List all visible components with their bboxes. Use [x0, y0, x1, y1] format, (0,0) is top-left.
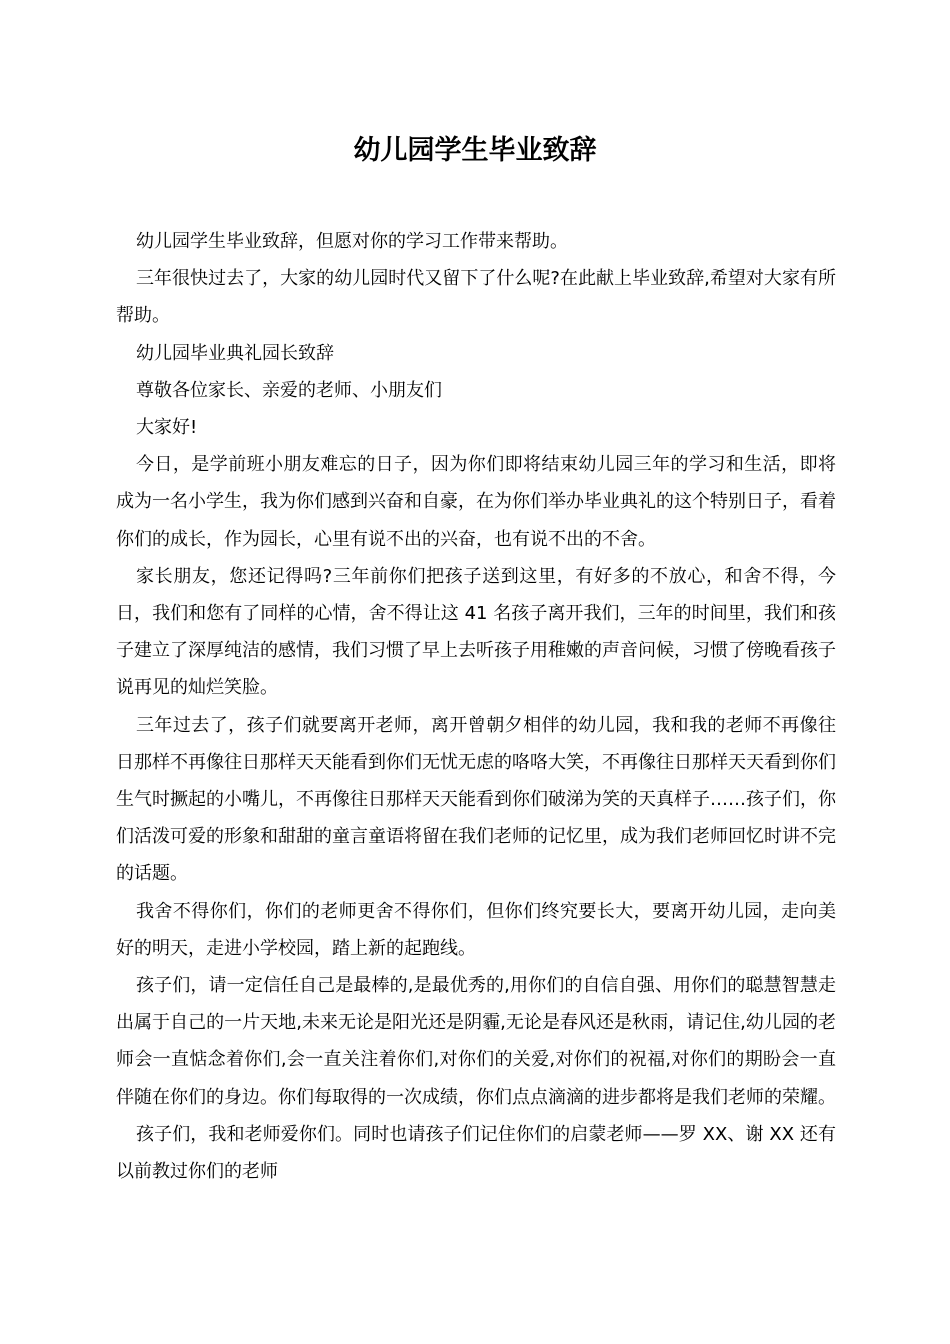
- paragraph: 大家好!: [136, 417, 198, 439]
- paragraph: 孩子们，请一定信任自己是最棒的,是最优秀的,用你们的自信自强、用你们的聪慧智慧走出属于自己的一片天地,未来无论是阳光还是阴霾,无论是春风还是秋雨，请记住,幼儿园的老师会一直惦念着你们,会一直关注着你们,对你们的关爱,对你们的祝福,对你们的期盼会一直伴随在你们的身边。你们每取得的一次成绩，你们点点滴滴的进步都将是我们老师的荣耀。: [116, 975, 836, 1108]
- document-body: [116, 223, 836, 1190]
- paragraph: 幼儿园毕业典礼园长致辞: [136, 342, 334, 364]
- paragraph: 今日，是学前班小朋友难忘的日子，因为你们即将结束幼儿园三年的学习和生活，即将成为一名小学生，我为你们感到兴奋和自豪，在为你们举办毕业典礼的这个特别日子，看着你们的成长，作为园长，心里有说不出的兴奋，也有说不出的不舍。: [116, 454, 836, 550]
- paragraph: 幼儿园学生毕业致辞，但愿对你的学习工作带来帮助。: [136, 231, 568, 252]
- paragraph: 三年很快过去了，大家的幼儿园时代又留下了什么呢?在此献上毕业致辞,希望对大家有所帮助。: [116, 268, 836, 327]
- paragraph: 我舍不得你们，你们的老师更舍不得你们，但你们终究要长大，要离开幼儿园，走向美好的明天，走进小学校园，踏上新的起跑线。: [116, 900, 836, 959]
- paragraph: 孩子们，我和老师爱你们。同时也请孩子们记住你们的启蒙老师——罗 XX、谢 XX 还有以前教过你们的老师: [116, 1123, 836, 1183]
- paragraph: 三年过去了，孩子们就要离开老师，离开曾朝夕相伴的幼儿园，我和我的老师不再像往日那样不再像往日那样天天能看到你们无忧无虑的咯咯大笑，不再像往日那样天天看到你们生气时撅起的小嘴儿，不再像往日那样天天能看到你们破涕为笑的天真样子……孩子们，你们活泼可爱的形象和甜甜的童言童语将留在我们老师的记忆里，成为我们老师回忆时讲不完的话题。: [116, 714, 836, 885]
- paragraph: 家长朋友，您还记得吗?三年前你们把孩子送到这里，有好多的不放心，和舍不得，今日，我们和您有了同样的心情，舍不得让这 41 名孩子离开我们，三年的时间里，我们和孩子建立了深厚纯洁的感情，我们习惯了早上去听孩子用稚嫩的声音问候，习惯了傍晚看孩子说再见的灿烂笑脸。: [116, 565, 836, 699]
- document-title: 幼儿园学生毕业致辞: [353, 135, 597, 166]
- paragraph: 尊敬各位家长、亲爱的老师、小朋友们: [136, 379, 442, 401]
